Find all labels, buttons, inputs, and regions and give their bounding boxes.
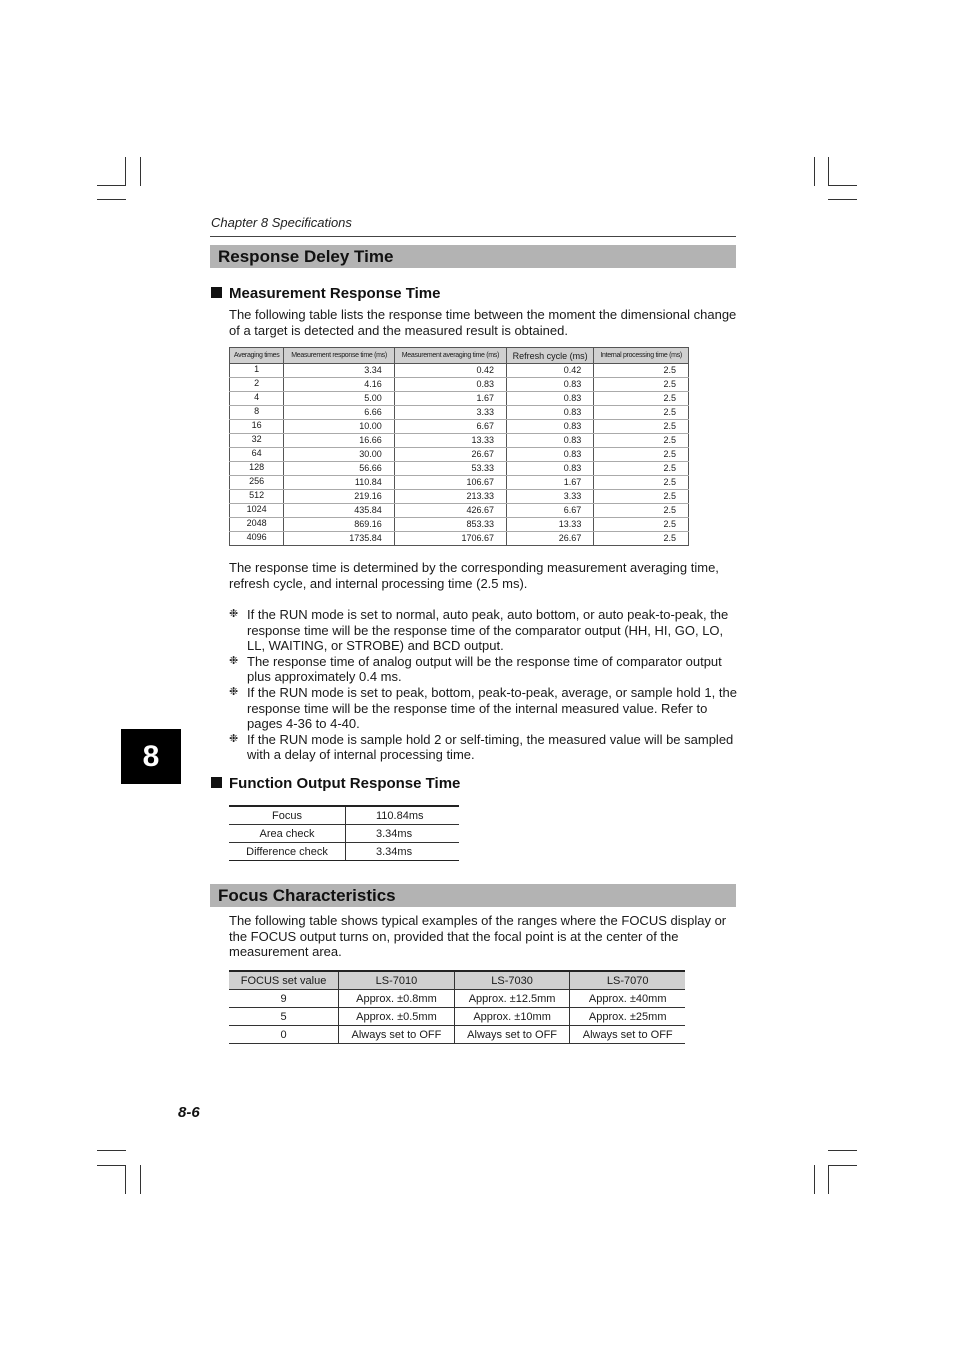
function-output-table xyxy=(229,805,459,861)
table-cell: 2.5 xyxy=(594,378,689,392)
chapter-header: Chapter 8 Specifications xyxy=(211,215,352,230)
table-cell: 1735.84 xyxy=(284,532,394,546)
table-cell: Always set to OFF xyxy=(454,1026,570,1044)
table-cell: 219.16 xyxy=(284,490,394,504)
table-cell: 32 xyxy=(230,434,284,448)
section-title-focus: Focus Characteristics xyxy=(210,884,736,907)
table-cell: 2.5 xyxy=(594,462,689,476)
table-cell: 13.33 xyxy=(394,434,506,448)
header-rule xyxy=(210,236,736,237)
measurement-intro: The following table lists the response time between the moment the dimensional change of a target is detected and the measured result is obtained. xyxy=(229,307,737,338)
table-cell: 2048 xyxy=(230,518,284,532)
response-explanation: The response time is determined by the corresponding measurement averaging time, refresh cycle, and internal processing time (2.5 ms). xyxy=(229,560,719,591)
table-row xyxy=(230,364,689,378)
bullet-icon: ❉ xyxy=(229,608,239,620)
table-cell: 4096 xyxy=(230,532,284,546)
table-cell: 2.5 xyxy=(594,392,689,406)
table-cell: 5 xyxy=(229,1008,339,1026)
table-cell: 0.83 xyxy=(507,392,594,406)
subhead-measurement-label: Measurement Response Time xyxy=(229,285,441,302)
table-cell: 2.5 xyxy=(594,490,689,504)
table-cell: 3.33 xyxy=(507,490,594,504)
table-header-cell: LS-7010 xyxy=(339,971,455,990)
list-item-text: The response time of analog output will be the response time of comparator output plus approximately 0.4 ms. xyxy=(247,653,722,685)
subhead-function xyxy=(211,775,460,792)
table-row xyxy=(229,843,459,861)
table-row xyxy=(230,518,689,532)
table-cell: 0.83 xyxy=(507,378,594,392)
table-cell: 1.67 xyxy=(394,392,506,406)
table-cell: 6.66 xyxy=(284,406,394,420)
table-cell: 2.5 xyxy=(594,434,689,448)
table-row xyxy=(230,378,689,392)
table-cell: 8 xyxy=(230,406,284,420)
table-row xyxy=(230,448,689,462)
table-header-cell: FOCUS set value xyxy=(229,971,339,990)
table-cell: 4 xyxy=(230,392,284,406)
table-cell: Approx. ±0.5mm xyxy=(339,1008,455,1026)
table-cell: 0.83 xyxy=(507,448,594,462)
subhead-function-label: Function Output Response Time xyxy=(229,775,461,792)
table-cell: 2 xyxy=(230,378,284,392)
table-cell: 1024 xyxy=(230,504,284,518)
table-cell: 64 xyxy=(230,448,284,462)
table-cell: 110.84 xyxy=(284,476,394,490)
table-cell: 1706.67 xyxy=(394,532,506,546)
table-cell: 213.33 xyxy=(394,490,506,504)
table-row xyxy=(229,1026,685,1044)
measurement-table xyxy=(229,347,689,546)
table-cell: 869.16 xyxy=(284,518,394,532)
note-list xyxy=(229,607,739,763)
bullet-icon: ❉ xyxy=(229,732,239,745)
table-header-row xyxy=(229,971,685,990)
table-cell: 110.84ms xyxy=(346,806,460,825)
table-header-row xyxy=(230,348,689,364)
table-cell: Approx. ±10mm xyxy=(454,1008,570,1026)
table-cell: 26.67 xyxy=(507,532,594,546)
table-header-cell: LS-7030 xyxy=(454,971,570,990)
table-header-cell: Measurement averaging time (ms) xyxy=(394,348,506,364)
bullet-icon: ❉ xyxy=(229,654,239,667)
list-item xyxy=(229,685,739,732)
table-header-cell: Internal processing time (ms) xyxy=(594,348,689,364)
chapter-tab: 8 xyxy=(121,729,181,784)
section-title-response: Response Deley Time xyxy=(210,245,736,268)
table-cell: Area check xyxy=(229,825,346,843)
table-row xyxy=(230,420,689,434)
table-cell: 0.42 xyxy=(394,364,506,378)
list-item-text: If the RUN mode is sample hold 2 or self-timing, the measured value will be sampled with a delay of internal processing time. xyxy=(247,731,734,763)
list-item-text: If the RUN mode is set to normal, auto peak, auto bottom, or auto peak-to-peak, the response time will be the response time of the comparator output (HH, HI, GO, LO, LL, WAITING, or STROBE) and BCD output. xyxy=(247,607,729,654)
table-cell: Approx. ±12.5mm xyxy=(454,990,570,1008)
table-cell: Approx. ±0.8mm xyxy=(339,990,455,1008)
table-cell: 16 xyxy=(230,420,284,434)
table-cell: 30.00 xyxy=(284,448,394,462)
table-cell: 1.67 xyxy=(507,476,594,490)
bullet-icon: ❉ xyxy=(229,685,239,698)
table-cell: 13.33 xyxy=(507,518,594,532)
table-cell: 4.16 xyxy=(284,378,394,392)
table-row xyxy=(230,406,689,420)
table-row xyxy=(229,990,685,1008)
table-cell: 2.5 xyxy=(594,504,689,518)
table-cell: 853.33 xyxy=(394,518,506,532)
table-cell: 0.83 xyxy=(507,462,594,476)
table-cell: 2.5 xyxy=(594,476,689,490)
table-cell: 0 xyxy=(229,1026,339,1044)
table-cell: 128 xyxy=(230,462,284,476)
table-header-cell: Measurement response time (ms) xyxy=(284,348,394,364)
table-row xyxy=(229,1008,685,1026)
table-cell: Approx. ±25mm xyxy=(570,1008,685,1026)
table-cell: 2.5 xyxy=(594,406,689,420)
table-cell: 1 xyxy=(230,364,284,378)
table-cell: 2.5 xyxy=(594,518,689,532)
table-cell: 6.67 xyxy=(394,420,506,434)
list-item xyxy=(229,654,739,685)
focus-intro: The following table shows typical examples of the ranges where the FOCUS display or the FOCUS output turns on, provided that the focal point is at the center of the measurement area. xyxy=(229,913,727,959)
table-row xyxy=(229,825,459,843)
table-row xyxy=(230,476,689,490)
table-cell: 53.33 xyxy=(394,462,506,476)
table-cell: Focus xyxy=(229,806,346,825)
square-bullet-icon xyxy=(211,287,222,298)
table-cell: 2.5 xyxy=(594,364,689,378)
table-cell: 9 xyxy=(229,990,339,1008)
table-cell: 435.84 xyxy=(284,504,394,518)
table-cell: 426.67 xyxy=(394,504,506,518)
table-row xyxy=(230,490,689,504)
focus-table xyxy=(229,970,685,1044)
table-cell: 3.34ms xyxy=(346,825,460,843)
list-item xyxy=(229,607,739,654)
table-header-cell: Refresh cycle (ms) xyxy=(507,348,594,364)
table-cell: 0.42 xyxy=(507,364,594,378)
page-number: 8-6 xyxy=(178,1104,200,1121)
table-cell: 0.83 xyxy=(507,420,594,434)
table-cell: Always set to OFF xyxy=(570,1026,685,1044)
table-cell: 512 xyxy=(230,490,284,504)
square-bullet-icon xyxy=(211,777,222,788)
table-cell: 16.66 xyxy=(284,434,394,448)
list-item-text: If the RUN mode is set to peak, bottom, peak-to-peak, average, or sample hold 1, the response time will be the response time of the internal measured value. Refer to pages 4-36 to 4-40. xyxy=(247,684,737,732)
table-header-cell: LS-7070 xyxy=(570,971,685,990)
table-row xyxy=(230,392,689,406)
table-cell: 10.00 xyxy=(284,420,394,434)
table-cell: Always set to OFF xyxy=(339,1026,455,1044)
table-cell: 2.5 xyxy=(594,448,689,462)
table-cell: 3.34 xyxy=(284,364,394,378)
table-row xyxy=(230,462,689,476)
table-cell: 3.34ms xyxy=(346,843,460,861)
table-cell: 56.66 xyxy=(284,462,394,476)
table-cell: 106.67 xyxy=(394,476,506,490)
table-cell: 2.5 xyxy=(594,532,689,546)
table-cell: 0.83 xyxy=(507,406,594,420)
subhead-measurement xyxy=(211,285,440,302)
table-cell: 2.5 xyxy=(594,420,689,434)
table-cell: 6.67 xyxy=(507,504,594,518)
table-cell: 3.33 xyxy=(394,406,506,420)
table-cell: 0.83 xyxy=(507,434,594,448)
table-row xyxy=(230,532,689,546)
table-cell: 0.83 xyxy=(394,378,506,392)
table-cell: 5.00 xyxy=(284,392,394,406)
table-cell: 26.67 xyxy=(394,448,506,462)
table-row xyxy=(229,806,459,825)
table-row xyxy=(230,504,689,518)
table-header-cell: Averaging times xyxy=(230,348,284,364)
table-cell: Difference check xyxy=(229,843,346,861)
list-item xyxy=(229,732,739,763)
table-cell: 256 xyxy=(230,476,284,490)
table-cell: Approx. ±40mm xyxy=(570,990,685,1008)
table-row xyxy=(230,434,689,448)
